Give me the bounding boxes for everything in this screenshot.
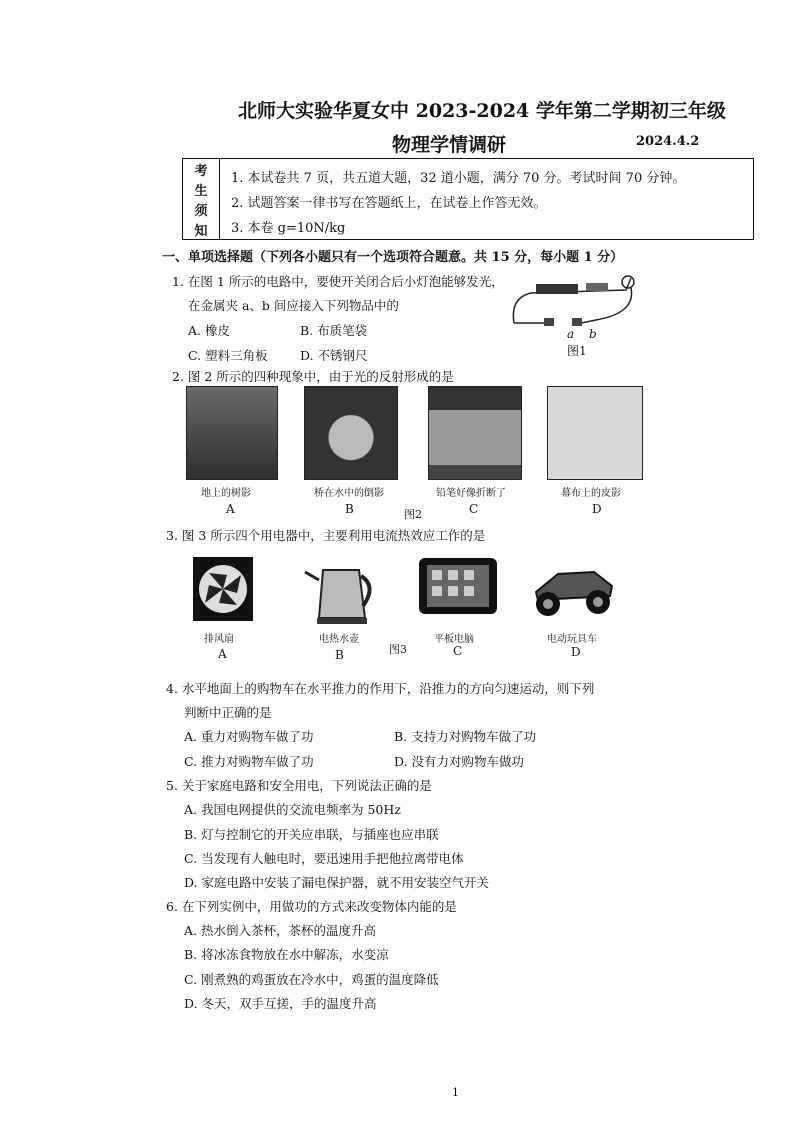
q5-option-c: C. 当发现有人触电时，要迅速用手把他拉离带电体 [184,851,464,866]
q2-letter-d: D [592,502,602,516]
exhaust-fan-icon [191,555,255,623]
notice-label [183,159,220,239]
clip-a-label: a [567,327,575,341]
q3-caption-c: 平板电脑 [434,634,474,645]
q3-letter-a: A [218,647,227,661]
q3-caption-d: 电动玩具车 [547,634,597,645]
switch-icon [586,283,608,291]
exam-date: 2024.4.2 [636,134,700,149]
q6-stem: 6. 在下列实例中，用做功的方式来改变物体内能的是 [166,899,457,914]
q1-stem: 1. 在图 1 所示的电路中，要使开关闭合后小灯泡能够发光， [172,274,504,289]
q5-stem: 5. 关于家庭电路和安全用电，下列说法正确的是 [166,778,432,793]
notice-label-char: 须 [194,203,208,219]
q4-stem: 判断中正确的是 [184,705,272,720]
q2-stem: 2. 图 2 所示的四种现象中，由于光的反射形成的是 [172,369,454,384]
q1-option-c: C. 塑料三角板 [188,348,268,363]
notice-line: 3. 本卷 g=10N/kg [231,221,346,236]
toy-car-icon [528,556,618,622]
q1-stem: 在金属夹 a、b 间应接入下列物品中的 [188,298,399,313]
q5-option-d: D. 家庭电路中安装了漏电保护器，就不用安装空气开关 [184,875,490,890]
page-number: 1 [452,1086,459,1099]
q3-caption-a: 排风扇 [204,634,234,645]
q4-option-b: B. 支持力对购物车做了功 [394,729,537,744]
q2-caption-d: 幕布上的皮影 [561,488,621,499]
circuit-figure [506,268,646,338]
tree-shadow-photo [186,386,278,480]
q6-option-c: C. 刚煮熟的鸡蛋放在冷水中，鸡蛋的温度降低 [184,972,439,987]
tablet-computer-icon [418,556,498,616]
q2-caption-c: 铅笔好像折断了 [436,488,506,499]
q6-option-b: B. 将冰冻食物放在水中解冻，水变凉 [184,947,389,962]
q2-letter-b: B [345,502,354,516]
exam-title: 北师大实验华夏女中 2023-2024 学年第二学期初三年级 [238,100,726,122]
notice-line: 2. 试题答案一律书写在答题纸上，在试卷上作答无效。 [231,196,547,211]
bridge-reflection-photo [304,386,398,480]
q6-option-a: A. 热水倒入茶杯，茶杯的温度升高 [184,923,376,938]
q1-option-a: A. 橡皮 [188,323,230,338]
notice-box [182,158,754,240]
q2-letter-a: A [226,502,235,516]
q3-letter-c: C [453,644,463,658]
q2-caption-a: 地上的树影 [201,488,251,499]
notice-label-char: 生 [194,183,208,199]
q3-caption-b: 电热水壶 [319,634,359,645]
notice-label-char: 考 [194,163,208,179]
figure-2-label: 图2 [404,508,422,521]
q4-option-a: A. 重力对购物车做了功 [184,729,314,744]
q3-letter-d: D [571,645,581,659]
q5-option-b: B. 灯与控制它的开关应串联，与插座也应串联 [184,827,439,842]
q1-option-d: D. 不锈钢尺 [300,348,368,363]
figure-3-label: 图3 [389,643,407,656]
metal-clip-icon [572,318,582,326]
q4-stem: 4. 水平地面上的购物车在水平推力的作用下，沿推力的方向匀速运动，则下列 [166,681,595,696]
q6-option-d: D. 冬天，双手互搓，手的温度升高 [184,996,377,1011]
section-heading: 一、单项选择题（下列各小题只有一个选项符合题意。共 15 分，每小题 1 分） [162,250,624,265]
q3-stem: 3. 图 3 所示四个用电器中，主要利用电流热效应工作的是 [166,528,486,543]
battery-icon [536,284,578,294]
clip-b-label: b [589,327,597,341]
exam-subtitle: 物理学情调研 [392,134,507,156]
figure-1-label: 图1 [567,344,587,358]
notice-label-char: 知 [194,223,208,239]
notice-line: 1. 本试卷共 7 页，共五道大题，32 道小题，满分 70 分。考试时间 70 分钟。 [231,171,686,186]
q2-letter-c: C [469,502,479,516]
q1-option-b: B. 布质笔袋 [300,323,368,338]
q4-option-c: C. 推力对购物车做了功 [184,754,314,769]
q2-caption-b: 桥在水中的倒影 [314,488,384,499]
q3-letter-b: B [335,648,344,662]
electric-kettle-icon [303,556,379,626]
q5-option-a: A. 我国电网提供的交流电频率为 50Hz [184,802,401,817]
metal-clip-icon [544,318,554,326]
shadow-puppet-photo [547,386,643,480]
q4-option-d: D. 没有力对购物车做功 [394,754,525,769]
bent-pencil-photo [428,386,522,480]
